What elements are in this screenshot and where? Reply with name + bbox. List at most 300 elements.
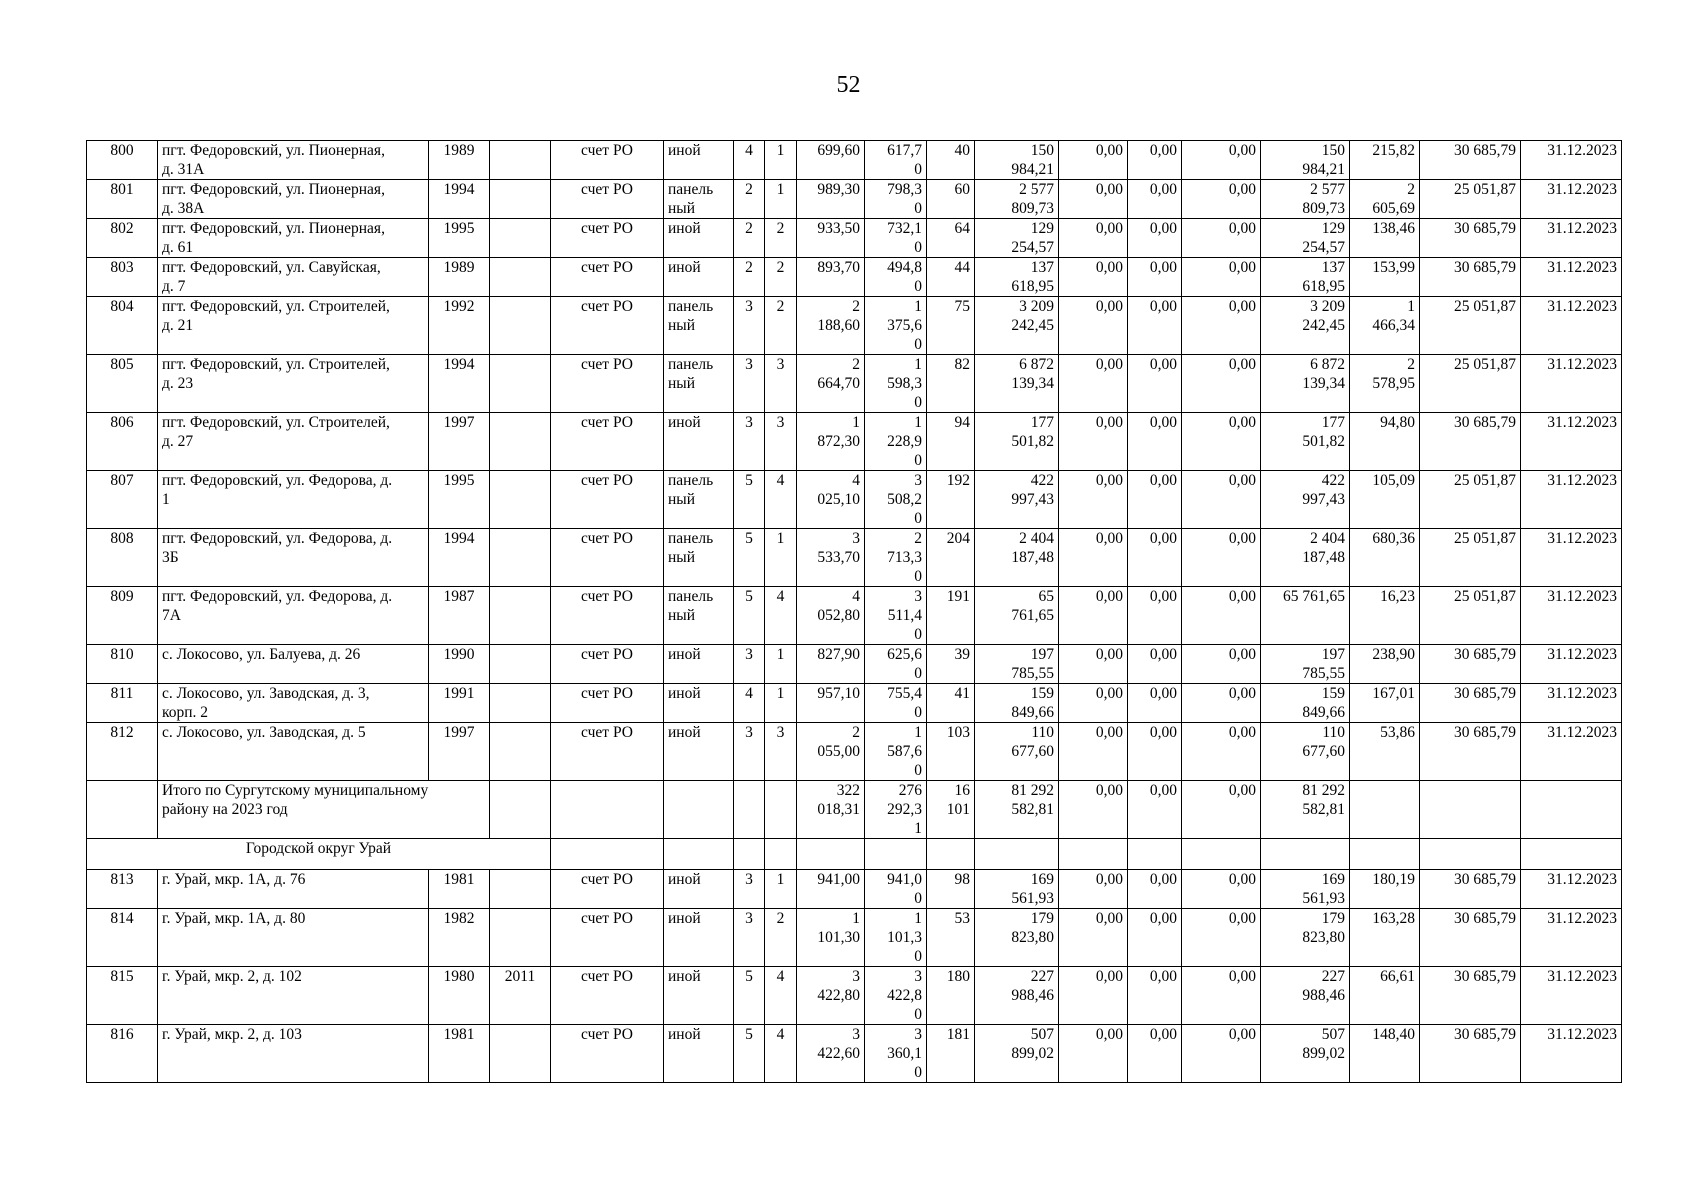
cell-wall-material: иной — [664, 1025, 734, 1083]
cell-total-cost: 110 677,60 — [975, 723, 1059, 781]
cell-floors: 5 — [734, 587, 765, 645]
cell-max-cost: 25 051,87 — [1420, 180, 1521, 219]
cell-cost-local: 0,00 — [1182, 180, 1261, 219]
cell-funding-method: счет РО — [551, 219, 664, 258]
cell-cost-owners: 2 404 187,48 — [1261, 529, 1350, 587]
cell-empty — [1128, 839, 1182, 870]
cell-address: пгт. Федоровский, ул. Пионерная, д. 31А — [158, 141, 429, 180]
cell-cost-owners: 6 872 139,34 — [1261, 355, 1350, 413]
table-row — [87, 180, 1622, 219]
cell-living-area: 3 360,1 0 — [865, 1025, 927, 1083]
cell-funding-method: счет РО — [551, 413, 664, 471]
cell-year-built: 1994 — [429, 355, 490, 413]
cell-cost-budget: 0,00 — [1128, 587, 1182, 645]
cell-cost-fund: 0,00 — [1059, 355, 1128, 413]
cell-floors: 3 — [734, 909, 765, 967]
cell-year-built: 1997 — [429, 413, 490, 471]
cell-floors: 4 — [734, 141, 765, 180]
cell-entrances: 4 — [765, 471, 797, 529]
cell-living-area: 732,1 0 — [865, 219, 927, 258]
cell-living-area: 2 713,3 0 — [865, 529, 927, 587]
cell-year-built: 1997 — [429, 723, 490, 781]
cell-living-area: 798,3 0 — [865, 180, 927, 219]
cell-entrances: 1 — [765, 684, 797, 723]
cell-cost-owners: 110 677,60 — [1261, 723, 1350, 781]
cell-empty — [765, 781, 797, 839]
cell-wall-material: панель ный — [664, 587, 734, 645]
cell-cost-fund: 0,00 — [1059, 645, 1128, 684]
cell-year-built: 1994 — [429, 180, 490, 219]
cell-entrances: 4 — [765, 587, 797, 645]
cell-living-area: 494,8 0 — [865, 258, 927, 297]
cell-total-cost: 137 618,95 — [975, 258, 1059, 297]
cell-cost-budget: 0,00 — [1128, 413, 1182, 471]
cell-wall-material: иной — [664, 258, 734, 297]
cell-completion-date: 31.12.2023 — [1521, 967, 1622, 1025]
cell-address: пгт. Федоровский, ул. Строителей, д. 27 — [158, 413, 429, 471]
cell-entrances: 3 — [765, 355, 797, 413]
cell-completion-date: 31.12.2023 — [1521, 180, 1622, 219]
cell-total-area: 957,10 — [797, 684, 865, 723]
cell-floors: 2 — [734, 180, 765, 219]
cell-floors: 3 — [734, 355, 765, 413]
cell-cost-fund: 0,00 — [1059, 141, 1128, 180]
cell-row-number: 807 — [87, 471, 158, 529]
cell-year-built: 1992 — [429, 297, 490, 355]
cell-wall-material: иной — [664, 219, 734, 258]
cell-funding-method: счет РО — [551, 645, 664, 684]
cell-living-area: 617,7 0 — [865, 141, 927, 180]
cell-row-number: 813 — [87, 870, 158, 909]
cell-funding-method: счет РО — [551, 870, 664, 909]
cell-cost-owners: 150 984,21 — [1261, 141, 1350, 180]
cell-max-cost: 30 685,79 — [1420, 219, 1521, 258]
cell-cost-fund: 0,00 — [1059, 471, 1128, 529]
cell-living-area: 1 101,3 0 — [865, 909, 927, 967]
cell-row-number: 802 — [87, 219, 158, 258]
cell-empty — [1059, 839, 1128, 870]
cell-cost-local: 0,00 — [1182, 587, 1261, 645]
cell-total-cost: 150 984,21 — [975, 141, 1059, 180]
cell-funding-method: счет РО — [551, 141, 664, 180]
cell-cost-fund: 0,00 — [1059, 723, 1128, 781]
cell-total-area: 989,30 — [797, 180, 865, 219]
cell-total-cost: 227 988,46 — [975, 967, 1059, 1025]
cell-cost-budget: 0,00 — [1128, 141, 1182, 180]
cell-empty — [664, 839, 734, 870]
cell-year-renovated — [490, 355, 551, 413]
cell-total-area: 3 533,70 — [797, 529, 865, 587]
cell-cost-local: 0,00 — [1182, 723, 1261, 781]
cell-residents: 180 — [927, 967, 975, 1025]
cell-living-area: 1 375,6 0 — [865, 297, 927, 355]
cell-total-cost: 65 761,65 — [975, 587, 1059, 645]
cell-cost-local: 0,00 — [1182, 1025, 1261, 1083]
cell-max-cost: 30 685,79 — [1420, 967, 1521, 1025]
cell-residents: 103 — [927, 723, 975, 781]
cell-max-cost: 30 685,79 — [1420, 909, 1521, 967]
cell-entrances: 3 — [765, 413, 797, 471]
cell-empty — [1420, 781, 1521, 839]
cell-entrances: 1 — [765, 141, 797, 180]
cell-entrances: 3 — [765, 723, 797, 781]
cell-specific-cost: 238,90 — [1350, 645, 1420, 684]
cell-cost-owners: 179 823,80 — [1261, 909, 1350, 967]
cell-year-renovated — [490, 645, 551, 684]
cell-total-cost: 129 254,57 — [975, 219, 1059, 258]
cell-total-area: 4 052,80 — [797, 587, 865, 645]
cell-year-renovated — [490, 529, 551, 587]
cell-cost-local: 0,00 — [1182, 355, 1261, 413]
cell-total-area: 1 872,30 — [797, 413, 865, 471]
cell-address: с. Локосово, ул. Заводская, д. 5 — [158, 723, 429, 781]
cell-cost-budget: 0,00 — [1128, 1025, 1182, 1083]
cell-address: с. Локосово, ул. Балуева, д. 26 — [158, 645, 429, 684]
cell-completion-date: 31.12.2023 — [1521, 355, 1622, 413]
cell-completion-date: 31.12.2023 — [1521, 870, 1622, 909]
cell-total-cost: 422 997,43 — [975, 471, 1059, 529]
cell-funding-method: счет РО — [551, 355, 664, 413]
table-row — [87, 909, 1622, 967]
cell-row-number: 809 — [87, 587, 158, 645]
cell-total-area: 4 025,10 — [797, 471, 865, 529]
cell-specific-cost: 153,99 — [1350, 258, 1420, 297]
cell-cost-local: 0,00 — [1182, 219, 1261, 258]
cell-entrances: 1 — [765, 870, 797, 909]
cell-empty — [734, 781, 765, 839]
cell-year-built: 1980 — [429, 967, 490, 1025]
cell-total-cost: 507 899,02 — [975, 1025, 1059, 1083]
cell-funding-method: счет РО — [551, 1025, 664, 1083]
cell-year-renovated — [490, 258, 551, 297]
cell-total-area: 322 018,31 — [797, 781, 865, 839]
cell-address: пгт. Федоровский, ул. Федорова, д. 3Б — [158, 529, 429, 587]
table-row — [87, 1025, 1622, 1083]
cell-cost-owners: 177 501,82 — [1261, 413, 1350, 471]
cell-cost-fund: 0,00 — [1059, 297, 1128, 355]
cell-empty — [975, 839, 1059, 870]
cell-entrances: 2 — [765, 297, 797, 355]
cell-cost-local: 0,00 — [1182, 645, 1261, 684]
cell-floors: 3 — [734, 723, 765, 781]
cell-living-area: 941,0 0 — [865, 870, 927, 909]
cell-cost-owners: 197 785,55 — [1261, 645, 1350, 684]
cell-cost-owners: 227 988,46 — [1261, 967, 1350, 1025]
cell-cost-local: 0,00 — [1182, 870, 1261, 909]
table-row — [87, 529, 1622, 587]
cell-specific-cost: 2 578,95 — [1350, 355, 1420, 413]
cell-max-cost: 25 051,87 — [1420, 529, 1521, 587]
cell-row-number: 808 — [87, 529, 158, 587]
cell-specific-cost: 163,28 — [1350, 909, 1420, 967]
cell-max-cost: 30 685,79 — [1420, 684, 1521, 723]
cell-year-renovated — [490, 141, 551, 180]
housing-registry-table — [86, 140, 1622, 1083]
cell-completion-date: 31.12.2023 — [1521, 471, 1622, 529]
cell-year-built: 1991 — [429, 684, 490, 723]
cell-floors: 2 — [734, 219, 765, 258]
cell-cost-budget: 0,00 — [1128, 684, 1182, 723]
cell-empty — [87, 781, 158, 839]
cell-total-cost: 81 292 582,81 — [975, 781, 1059, 839]
table-row — [87, 297, 1622, 355]
cell-wall-material: иной — [664, 723, 734, 781]
cell-total-cost: 169 561,93 — [975, 870, 1059, 909]
table-row — [87, 219, 1622, 258]
cell-total-cost: 179 823,80 — [975, 909, 1059, 967]
cell-entrances: 1 — [765, 529, 797, 587]
cell-specific-cost: 53,86 — [1350, 723, 1420, 781]
cell-completion-date: 31.12.2023 — [1521, 219, 1622, 258]
cell-year-renovated — [490, 909, 551, 967]
cell-total-area: 827,90 — [797, 645, 865, 684]
cell-residents: 53 — [927, 909, 975, 967]
cell-residents: 75 — [927, 297, 975, 355]
cell-year-built: 1981 — [429, 1025, 490, 1083]
cell-living-area: 1 228,9 0 — [865, 413, 927, 471]
cell-year-renovated — [490, 413, 551, 471]
cell-cost-budget: 0,00 — [1128, 355, 1182, 413]
cell-cost-owners: 81 292 582,81 — [1261, 781, 1350, 839]
cell-cost-budget: 0,00 — [1128, 723, 1182, 781]
cell-residents: 82 — [927, 355, 975, 413]
cell-funding-method: счет РО — [551, 471, 664, 529]
cell-cost-owners: 3 209 242,45 — [1261, 297, 1350, 355]
cell-cost-owners: 422 997,43 — [1261, 471, 1350, 529]
cell-address: пгт. Федоровский, ул. Строителей, д. 23 — [158, 355, 429, 413]
cell-living-area: 625,6 0 — [865, 645, 927, 684]
cell-specific-cost: 66,61 — [1350, 967, 1420, 1025]
cell-funding-method: счет РО — [551, 258, 664, 297]
cell-living-area: 3 511,4 0 — [865, 587, 927, 645]
cell-floors: 5 — [734, 529, 765, 587]
cell-year-renovated — [490, 471, 551, 529]
cell-residents: 204 — [927, 529, 975, 587]
cell-funding-method: счет РО — [551, 297, 664, 355]
cell-floors: 4 — [734, 684, 765, 723]
cell-max-cost: 25 051,87 — [1420, 355, 1521, 413]
table-row — [87, 141, 1622, 180]
table-row — [87, 587, 1622, 645]
cell-cost-owners: 169 561,93 — [1261, 870, 1350, 909]
cell-max-cost: 30 685,79 — [1420, 723, 1521, 781]
cell-floors: 5 — [734, 471, 765, 529]
cell-total-cost: 197 785,55 — [975, 645, 1059, 684]
cell-wall-material: иной — [664, 967, 734, 1025]
cell-empty — [664, 781, 734, 839]
cell-wall-material: панель ный — [664, 529, 734, 587]
cell-empty — [734, 839, 765, 870]
cell-cost-local: 0,00 — [1182, 471, 1261, 529]
cell-cost-owners: 129 254,57 — [1261, 219, 1350, 258]
cell-empty — [927, 839, 975, 870]
cell-cost-fund: 0,00 — [1059, 967, 1128, 1025]
cell-cost-local: 0,00 — [1182, 529, 1261, 587]
cell-row-number: 800 — [87, 141, 158, 180]
cell-max-cost: 30 685,79 — [1420, 870, 1521, 909]
cell-funding-method: счет РО — [551, 587, 664, 645]
cell-empty — [1350, 839, 1420, 870]
cell-specific-cost: 180,19 — [1350, 870, 1420, 909]
cell-floors: 5 — [734, 967, 765, 1025]
cell-total-area: 2 664,70 — [797, 355, 865, 413]
cell-cost-owners: 65 761,65 — [1261, 587, 1350, 645]
cell-cost-budget: 0,00 — [1128, 529, 1182, 587]
table-row — [87, 684, 1622, 723]
cell-entrances: 2 — [765, 258, 797, 297]
cell-specific-cost: 16,23 — [1350, 587, 1420, 645]
cell-cost-local: 0,00 — [1182, 258, 1261, 297]
cell-address: пгт. Федоровский, ул. Федорова, д. 1 — [158, 471, 429, 529]
cell-funding-method: счет РО — [551, 723, 664, 781]
cell-wall-material: панель ный — [664, 297, 734, 355]
cell-row-number: 812 — [87, 723, 158, 781]
cell-cost-fund: 0,00 — [1059, 684, 1128, 723]
cell-completion-date: 31.12.2023 — [1521, 141, 1622, 180]
cell-residents: 98 — [927, 870, 975, 909]
cell-cost-fund: 0,00 — [1059, 413, 1128, 471]
cell-row-number: 804 — [87, 297, 158, 355]
total-row — [87, 781, 1622, 839]
cell-funding-method: счет РО — [551, 180, 664, 219]
cell-wall-material: иной — [664, 645, 734, 684]
cell-year-built: 1994 — [429, 529, 490, 587]
cell-cost-local: 0,00 — [1182, 781, 1261, 839]
table-row — [87, 723, 1622, 781]
cell-cost-fund: 0,00 — [1059, 180, 1128, 219]
cell-completion-date: 31.12.2023 — [1521, 684, 1622, 723]
cell-address: пгт. Федоровский, ул. Пионерная, д. 38А — [158, 180, 429, 219]
cell-completion-date: 31.12.2023 — [1521, 909, 1622, 967]
cell-year-renovated — [490, 723, 551, 781]
cell-residents: 64 — [927, 219, 975, 258]
cell-max-cost: 30 685,79 — [1420, 258, 1521, 297]
cell-entrances: 2 — [765, 909, 797, 967]
cell-total-area: 3 422,60 — [797, 1025, 865, 1083]
cell-year-built: 1989 — [429, 141, 490, 180]
cell-cost-local: 0,00 — [1182, 141, 1261, 180]
cell-address: пгт. Федоровский, ул. Савуйская, д. 7 — [158, 258, 429, 297]
cell-funding-method: счет РО — [551, 529, 664, 587]
cell-completion-date: 31.12.2023 — [1521, 723, 1622, 781]
cell-empty — [765, 839, 797, 870]
cell-cost-local: 0,00 — [1182, 413, 1261, 471]
cell-row-number: 803 — [87, 258, 158, 297]
cell-living-area: 3 508,2 0 — [865, 471, 927, 529]
cell-cost-budget: 0,00 — [1128, 297, 1182, 355]
cell-funding-method: счет РО — [551, 684, 664, 723]
table-row — [87, 870, 1622, 909]
cell-total-cost: 2 577 809,73 — [975, 180, 1059, 219]
cell-row-number: 801 — [87, 180, 158, 219]
cell-empty — [865, 839, 927, 870]
cell-living-area: 755,4 0 — [865, 684, 927, 723]
cell-address: пгт. Федоровский, ул. Пионерная, д. 61 — [158, 219, 429, 258]
cell-cost-owners: 507 899,02 — [1261, 1025, 1350, 1083]
cell-year-renovated — [490, 587, 551, 645]
cell-row-number: 814 — [87, 909, 158, 967]
cell-year-built: 1990 — [429, 645, 490, 684]
cell-cost-budget: 0,00 — [1128, 967, 1182, 1025]
cell-total-area: 893,70 — [797, 258, 865, 297]
cell-row-number: 810 — [87, 645, 158, 684]
cell-wall-material: иной — [664, 909, 734, 967]
cell-year-built: 1987 — [429, 587, 490, 645]
cell-wall-material: панель ный — [664, 471, 734, 529]
cell-address: пгт. Федоровский, ул. Строителей, д. 21 — [158, 297, 429, 355]
cell-residents: 40 — [927, 141, 975, 180]
cell-cost-local: 0,00 — [1182, 909, 1261, 967]
cell-completion-date: 31.12.2023 — [1521, 587, 1622, 645]
cell-total-cost: 159 849,66 — [975, 684, 1059, 723]
cell-entrances: 4 — [765, 967, 797, 1025]
cell-cost-fund: 0,00 — [1059, 870, 1128, 909]
cell-row-number: 805 — [87, 355, 158, 413]
cell-floors: 3 — [734, 645, 765, 684]
cell-address: пгт. Федоровский, ул. Федорова, д. 7А — [158, 587, 429, 645]
cell-residents: 94 — [927, 413, 975, 471]
cell-residents: 192 — [927, 471, 975, 529]
cell-cost-fund: 0,00 — [1059, 909, 1128, 967]
cell-residents: 191 — [927, 587, 975, 645]
cell-wall-material: иной — [664, 413, 734, 471]
cell-floors: 3 — [734, 413, 765, 471]
cell-empty — [551, 839, 664, 870]
cell-cost-budget: 0,00 — [1128, 471, 1182, 529]
cell-max-cost: 25 051,87 — [1420, 471, 1521, 529]
cell-cost-fund: 0,00 — [1059, 587, 1128, 645]
cell-empty — [1350, 781, 1420, 839]
cell-max-cost: 30 685,79 — [1420, 141, 1521, 180]
cell-address: г. Урай, мкр. 1А, д. 76 — [158, 870, 429, 909]
cell-specific-cost: 138,46 — [1350, 219, 1420, 258]
cell-year-renovated — [490, 180, 551, 219]
cell-cost-local: 0,00 — [1182, 684, 1261, 723]
table-row — [87, 471, 1622, 529]
cell-funding-method: счет РО — [551, 967, 664, 1025]
cell-specific-cost: 2 605,69 — [1350, 180, 1420, 219]
cell-living-area: 3 422,8 0 — [865, 967, 927, 1025]
cell-row-number: 806 — [87, 413, 158, 471]
cell-total-area: 2 055,00 — [797, 723, 865, 781]
cell-year-renovated — [490, 684, 551, 723]
cell-completion-date: 31.12.2023 — [1521, 413, 1622, 471]
cell-specific-cost: 105,09 — [1350, 471, 1420, 529]
cell-residents: 181 — [927, 1025, 975, 1083]
cell-cost-local: 0,00 — [1182, 297, 1261, 355]
table-row — [87, 355, 1622, 413]
cell-cost-fund: 0,00 — [1059, 1025, 1128, 1083]
cell-address: г. Урай, мкр. 2, д. 103 — [158, 1025, 429, 1083]
cell-living-area: 276 292,3 1 — [865, 781, 927, 839]
cell-year-renovated — [490, 297, 551, 355]
cell-wall-material: иной — [664, 870, 734, 909]
cell-empty — [797, 839, 865, 870]
cell-cost-fund: 0,00 — [1059, 529, 1128, 587]
cell-cost-budget: 0,00 — [1128, 258, 1182, 297]
cell-row-number: 815 — [87, 967, 158, 1025]
cell-cost-owners: 137 618,95 — [1261, 258, 1350, 297]
cell-floors: 5 — [734, 1025, 765, 1083]
cell-cost-owners: 159 849,66 — [1261, 684, 1350, 723]
table-row — [87, 413, 1622, 471]
cell-living-area: 1 598,3 0 — [865, 355, 927, 413]
cell-specific-cost: 680,36 — [1350, 529, 1420, 587]
cell-cost-budget: 0,00 — [1128, 219, 1182, 258]
section-title: Городской округ Урай — [87, 839, 551, 870]
cell-year-built: 1995 — [429, 219, 490, 258]
cell-wall-material: панель ный — [664, 180, 734, 219]
